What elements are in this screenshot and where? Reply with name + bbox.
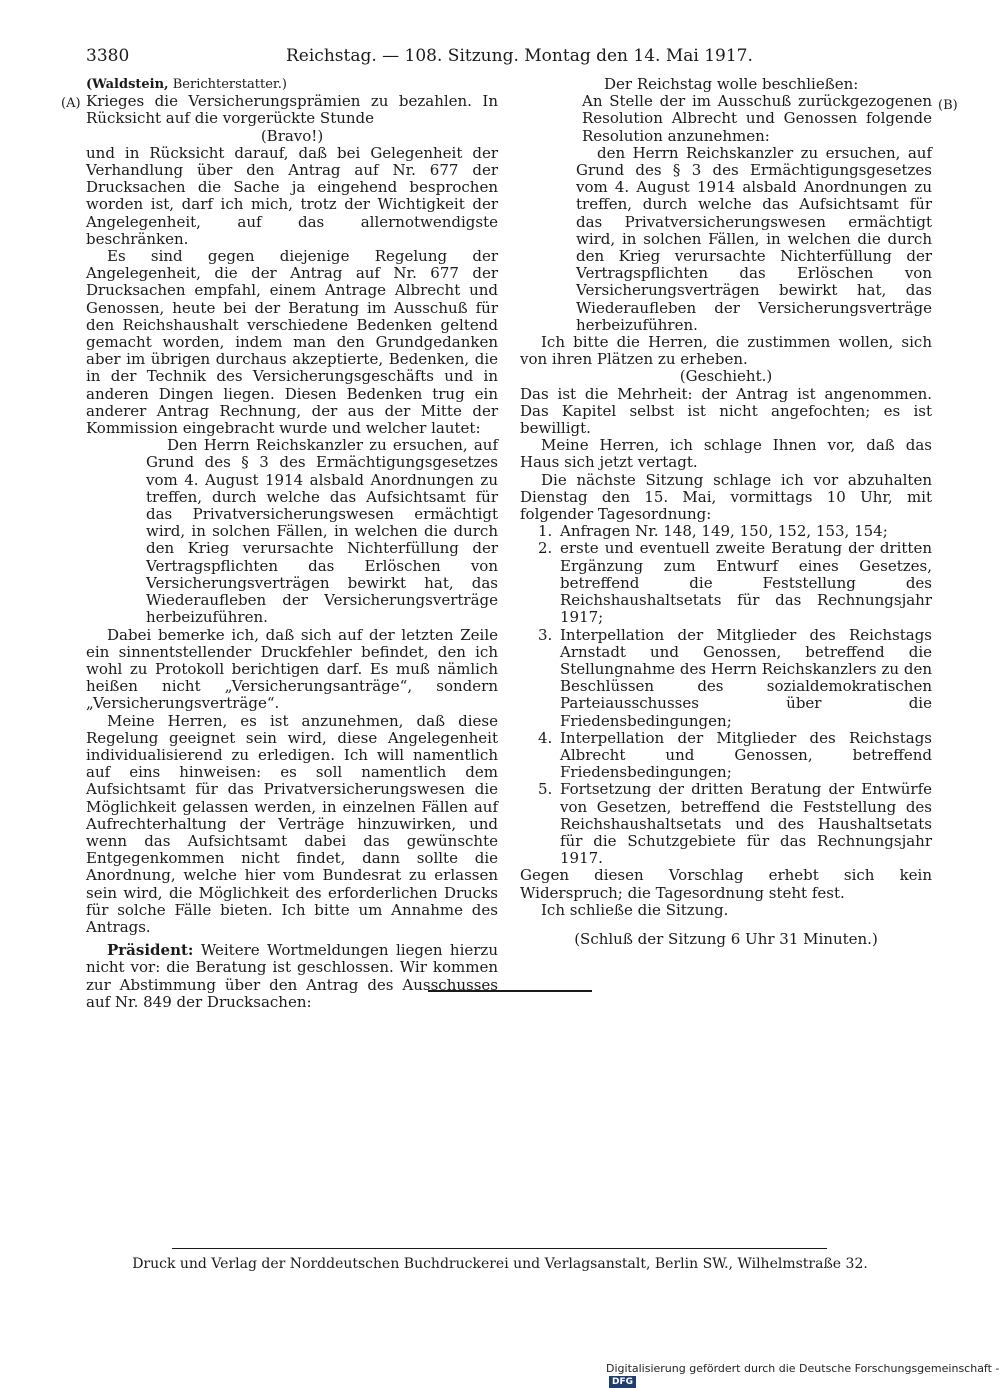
agenda-item bbox=[520, 523, 932, 540]
speaker-name: (Waldstein, bbox=[86, 77, 169, 92]
agenda-item-number: 1. bbox=[538, 522, 553, 541]
interjection-bravo: (Bravo!) bbox=[260, 126, 324, 145]
agenda-item-number: 3. bbox=[538, 625, 553, 644]
president-text: Weitere Wortmeldungen liegen hierzu nicht vor: die Beratung ist geschlossen. Wir kommen zur Abstimmung über den Antrag des Ausschusses auf Nr. 849 der Drucksachen: bbox=[86, 941, 498, 1011]
margin-marker-left: (A) bbox=[61, 96, 81, 111]
paragraph: Ich bitte die Herren, die zustimmen wollen, sich von ihren Plätzen zu erheben. bbox=[520, 333, 932, 369]
paragraph: Das ist die Mehrheit: der Antrag ist angenommen. Das Kapitel selbst ist nicht angefochten; es ist bewilligt. bbox=[520, 384, 932, 438]
president-label: Präsident: bbox=[107, 941, 194, 960]
right-column bbox=[520, 76, 932, 948]
speaker-attribution bbox=[86, 76, 498, 93]
paragraph: Ich schließe die Sitzung. bbox=[541, 900, 729, 919]
agenda-item-text: Anfragen Nr. 148, 149, 150, 152, 153, 154; bbox=[560, 522, 888, 541]
paragraph: Dabei bemerke ich, daß sich auf der letzten Zeile ein sinnentstellender Druckfehler befindet, den ich wohl zu Protokoll berichtigen darf. Es muß nämlich heißen nicht „Versicherungsanträge“, sondern „Versicherungsverträge“. bbox=[86, 625, 498, 713]
resolution-preamble: An Stelle der im Ausschuß zurückgezogenen Resolution Albrecht und Genossen folgende Resolution anzunehmen: bbox=[582, 92, 932, 145]
president-paragraph bbox=[86, 942, 498, 1011]
resolution-intro: Der Reichstag wolle beschließen: bbox=[604, 75, 859, 93]
agenda-item-text: Fortsetzung der dritten Beratung der Entwürfe von Gesetzen, betreffend die Feststellung des Reichshaushaltsetats und des Haushaltsetats für die Schutzgebiete für das Rechnungsjahr 1917. bbox=[560, 780, 932, 868]
dfg-logo: DFG bbox=[609, 1376, 636, 1388]
agenda-item-text: Interpellation der Mitglieder des Reichstags Albrecht und Genossen, betreffend Friedensbedingungen; bbox=[560, 728, 932, 782]
agenda-item-number: 5. bbox=[538, 780, 553, 799]
paragraph: Meine Herren, ich schlage Ihnen vor, daß das Haus sich jetzt vertagt. bbox=[520, 436, 932, 472]
agenda-item bbox=[520, 540, 932, 626]
agenda-item-number: 4. bbox=[538, 728, 553, 747]
agenda-list bbox=[520, 523, 932, 867]
session-closing: (Schluß der Sitzung 6 Uhr 31 Minuten.) bbox=[574, 929, 878, 948]
digitization-credit bbox=[606, 1362, 1000, 1388]
paragraph: und in Rücksicht darauf, daß bei Gelegenheit der Verhandlung über den Antrag auf Nr. 677 der Drucksachen die Sache ja eingehend besprochen worden ist, darf ich mich, trotz der Wichtigkeit der Angelegenheit, auf das allernotwendigste beschränken. bbox=[86, 143, 498, 248]
margin-marker-right: (B) bbox=[938, 98, 958, 113]
paragraph: Krieges die Versicherungsprämien zu bezahlen. In Rücksicht auf die vorgerückte Stunde bbox=[86, 92, 498, 128]
printer-imprint: Druck und Verlag der Norddeutschen Buchdruckerei und Verlagsanstalt, Berlin SW., Wilhelmstraße 32. bbox=[132, 1256, 868, 1272]
paragraph: Es sind gegen diejenige Regelung der Angelegenheit, die der Antrag auf Nr. 677 der Drucksachen empfahl, einem Antrage Albrecht und Genossen, heute bei der Beratung im Ausschuß für den Reichshaushalt verschiedene Bedenken geltend gemacht worden, indem man den Grundgedanken aber im übrigen durchaus akzeptierte, Bedenken, die in der Technik des Versicherungsgeschäfts und in anderen Dingen liegen. Diesen Bedenken trug ein anderer Antrag Rechnung, der aus der Mitte der Kommission eingebracht wurde und welcher lautet: bbox=[86, 247, 498, 438]
running-title: Reichstag. — 108. Sitzung. Montag den 14. Mai 1917. bbox=[286, 46, 753, 66]
agenda-item-text: erste und eventuell zweite Beratung der dritten Ergänzung zum Entwurf eines Gesetzes, betreffend die Feststellung des Reichshaushaltsetats für das Rechnungsjahr 1917; bbox=[560, 539, 932, 627]
paragraph: Gegen diesen Vorschlag erhebt sich kein Widerspruch; die Tagesordnung steht fest. bbox=[520, 866, 932, 902]
agenda-item bbox=[520, 730, 932, 782]
paragraph: Meine Herren, es ist anzunehmen, daß diese Regelung geeignet sein wird, diese Angelegenheit individualisierend zu erledigen. Ich will namentlich auf eins hinweisen: es soll namentlich dem Aufsichtsamt für das Privatversicherungswesen die Möglichkeit gelassen werden, in einzelnen Fällen auf Aufrechterhaltung der Verträge hinzuwirken, und wenn das Aufsichtsamt dabei das gewünschte Entgegenkommen nicht findet, dann sollte die Anordnung, welche hier vom Bundesrat zu erlassen sein wird, die Möglichkeit des erforderlichen Drucks für solche Fälle bieten. Ich bitte um Annahme des Antrags. bbox=[86, 711, 498, 936]
agenda-item bbox=[520, 627, 932, 730]
interjection-geschieht: (Geschieht.) bbox=[679, 367, 773, 386]
section-rule bbox=[428, 990, 592, 992]
agenda-item-text: Interpellation der Mitglieder des Reichstags Arnstadt und Genossen, betreffend die Stellungnahme des Herrn Reichskanzlers zu den Beschlüssen des sozialdemokratischen Parteiausschusses über die Friedensbedingungen; bbox=[560, 625, 932, 730]
page-number: 3380 bbox=[86, 46, 130, 66]
page-header bbox=[86, 46, 932, 72]
credit-text: Digitalisierung gefördert durch die Deutsche Forschungsgemeinschaft - bbox=[606, 1362, 1000, 1375]
quoted-motion: Den Herrn Reichskanzler zu ersuchen, auf Grund des § 3 des Ermächtigungsgesetzes vom 4. August 1914 alsbald Anordnungen zu treffen, durch welche das Aufsichtsamt für das Privatversicherungswesen ermächtigt wird, in solchen Fällen, in welchen die durch den Krieg verursachte Nichterfüllung der Vertragspflichten das Erlöschen von Versicherungsverträgen bewirkt hat, das Wiederaufleben der Versicherungsverträge herbeizuführen. bbox=[146, 436, 498, 627]
agenda-item bbox=[520, 781, 932, 867]
resolution-text: den Herrn Reichskanzler zu ersuchen, auf Grund des § 3 des Ermächtigungsgesetzes vom 4. August 1914 alsbald Anordnungen zu treffen, durch welche das Aufsichtsamt für das Privatversicherungswesen ermächtigt wird, in solchen Fällen, in welchen die durch den Krieg verursachte Nichterfüllung der Vertragspflichten das Erlöschen von Versicherungsverträgen bewirkt hat, das Wiederaufleben der Versicherungsverträge herbeizuführen. bbox=[576, 143, 932, 334]
agenda-item-number: 2. bbox=[538, 539, 553, 558]
speaker-role: Berichterstatter.) bbox=[172, 77, 287, 92]
paragraph: Die nächste Sitzung schlage ich vor abzuhalten Dienstag den 15. Mai, vormittags 10 Uhr, mit folgender Tagesordnung: bbox=[520, 470, 932, 524]
left-column bbox=[86, 76, 498, 1011]
footer-rule bbox=[172, 1248, 827, 1249]
